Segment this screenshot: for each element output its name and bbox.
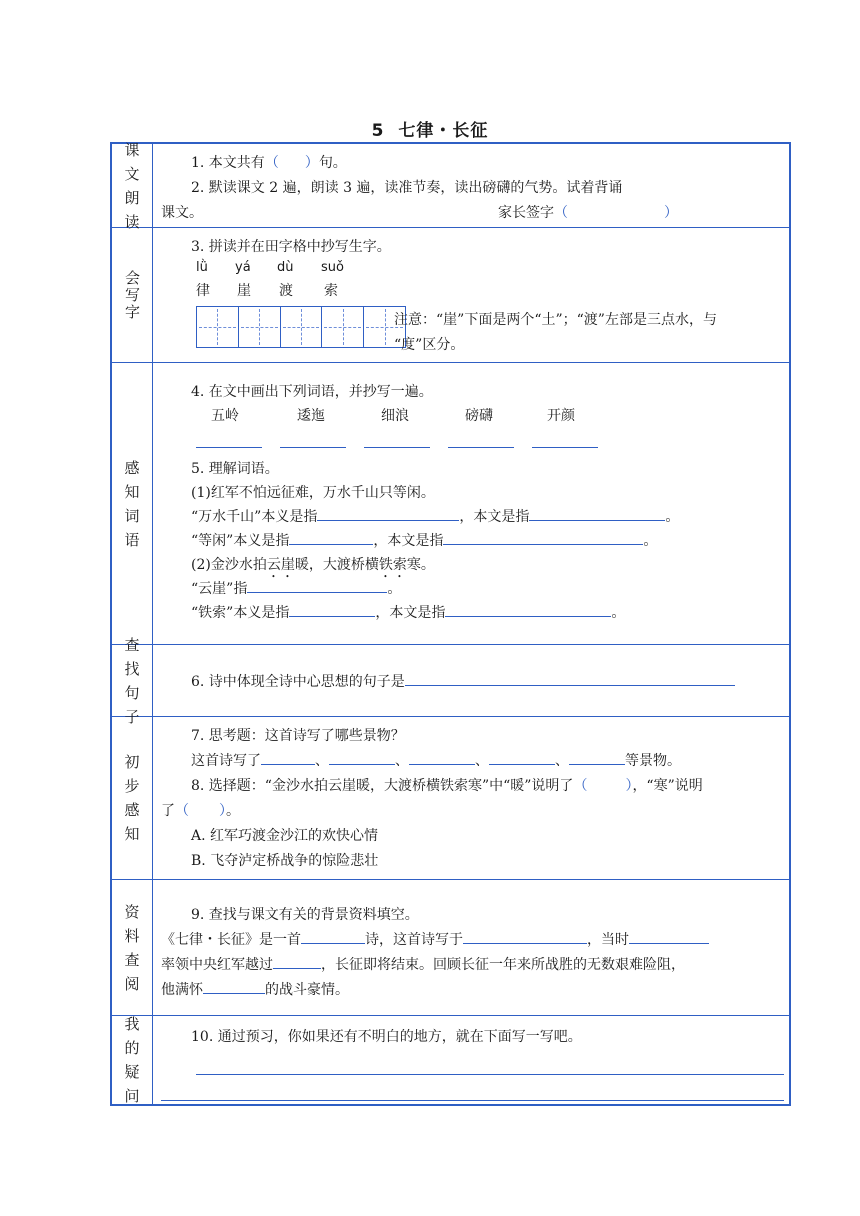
- answer-blank[interactable]: [273, 954, 321, 969]
- section-label-reading: 课文朗读: [112, 144, 153, 227]
- note-line1: 注意：“崖”下面是两个“土”；“渡”左部是三点水，与: [394, 312, 717, 328]
- pinyin-2: yá: [235, 260, 251, 275]
- lesson-number: 5: [371, 121, 385, 141]
- question-line-1[interactable]: [196, 1074, 784, 1075]
- section-reading: [112, 140, 789, 231]
- word-3: 细浪: [381, 408, 409, 424]
- section-writing: [112, 228, 789, 363]
- pinyin-4: suǒ: [321, 260, 344, 275]
- q8-line1: 8. 选择题：“金沙水拍云崖暖，大渡桥横铁索寒”中“暖”说明了（ ），“寒”说明: [191, 778, 703, 794]
- q9: 9. 查找与课文有关的背景资料填空。: [191, 907, 419, 923]
- word-4: 磅礴: [465, 408, 493, 424]
- note-line2: “度”区分。: [394, 337, 465, 353]
- q10: 10. 通过预习，你如果还有不明白的地方，就在下面写一写吧。: [191, 1029, 582, 1045]
- pinyin-1: lǜ: [196, 260, 208, 275]
- answer-blank[interactable]: [301, 929, 365, 944]
- q5-sentence-2: (2)金沙水拍云崖暖，大渡桥横铁索寒。: [191, 557, 435, 573]
- q8-line2: 了（ ）。: [161, 803, 240, 819]
- question-line-2[interactable]: [161, 1100, 784, 1101]
- section-questions: [112, 1016, 789, 1104]
- answer-blank[interactable]: [405, 671, 735, 686]
- answer-blank[interactable]: [289, 530, 373, 545]
- word-5: 开颜: [547, 408, 575, 424]
- q9-line1: 《七律・长征》是一首 诗，这首诗写于 ，当时: [161, 929, 709, 949]
- answer-blank[interactable]: [203, 979, 265, 994]
- q1: 1. 本文共有（ ）句。: [191, 155, 347, 171]
- q8-option-a: A. 红军巧渡金沙江的欢快心情: [191, 828, 379, 844]
- pinyin-3: dù: [277, 260, 294, 275]
- tianzige-cell[interactable]: [197, 307, 239, 347]
- copy-line-4[interactable]: [448, 447, 514, 448]
- answer-blank[interactable]: [529, 506, 665, 521]
- answer-blank[interactable]: [489, 750, 555, 765]
- q1-answer-close: ）: [304, 155, 319, 171]
- section-label-perception: 初步感知: [112, 717, 153, 879]
- parent-signature: 家长签字（ ）: [498, 205, 678, 221]
- q9-line3: 他满怀 的战斗豪情。: [161, 979, 349, 999]
- answer-blank[interactable]: [247, 578, 387, 593]
- answer-blank[interactable]: [445, 602, 611, 617]
- q5-sentence-1: (1)红军不怕远征难，万水千山只等闲。: [191, 485, 435, 501]
- q1-answer-open: （: [264, 155, 279, 171]
- hanzi-2: 崖: [237, 283, 251, 299]
- q4: 4. 在文中画出下列词语，并抄写一遍。: [191, 384, 433, 400]
- q2-line1: 2. 默读课文 2 遍，朗读 3 遍，读准节奏，读出磅礴的气势。试着背诵: [191, 180, 623, 196]
- copy-line-2[interactable]: [280, 447, 346, 448]
- hanzi-4: 索: [324, 283, 338, 299]
- answer-blank[interactable]: [443, 530, 643, 545]
- copy-line-3[interactable]: [364, 447, 430, 448]
- word-1: 五岭: [211, 408, 239, 424]
- tianzige-cell[interactable]: [322, 307, 364, 347]
- answer-blank[interactable]: [329, 750, 395, 765]
- tianzige-grid: [196, 306, 406, 348]
- answer-blank[interactable]: [569, 750, 625, 765]
- section-label-research: 资料查阅: [112, 880, 153, 1015]
- section-research: [112, 880, 789, 1016]
- answer-blank[interactable]: [261, 750, 315, 765]
- q6: 6. 诗中体现全诗中心思想的句子是: [191, 671, 735, 691]
- hanzi-3: 渡: [279, 283, 293, 299]
- section-perception: [112, 717, 789, 880]
- section-label-questions: 我的疑问: [112, 1016, 153, 1104]
- section-label-sentence: 查找句子: [112, 645, 153, 716]
- copy-line-5[interactable]: [532, 447, 598, 448]
- section-label-writing: 会写字: [112, 228, 153, 362]
- lesson-title: 七律・长征: [398, 121, 489, 141]
- q7-answer: 这首诗写了 、 、 、 、 等景物。: [191, 750, 681, 770]
- section-sentence: [112, 635, 789, 726]
- answer-blank[interactable]: [317, 506, 459, 521]
- section-words: [112, 363, 789, 645]
- q5: 5. 理解词语。: [191, 461, 279, 477]
- q8-option-b: B. 飞夺泸定桥战争的惊险悲壮: [191, 853, 379, 869]
- word-2: 逶迤: [297, 408, 325, 424]
- answer-blank[interactable]: [463, 929, 587, 944]
- q9-line2: 率领中央红军越过 ，长征即将结束。回顾长征一年来所战胜的无数艰难险阻，: [161, 954, 685, 974]
- q2-line2: 课文。: [161, 205, 203, 221]
- q5-line-1: “万水千山”本义是指 ，本文是指 。: [191, 506, 679, 526]
- q5-line-2: “等闲”本义是指 ，本文是指 。: [191, 530, 657, 550]
- copy-line-1[interactable]: [196, 447, 262, 448]
- tianzige-cell[interactable]: [281, 307, 323, 347]
- q3: 3. 拼读并在田字格中抄写生字。: [191, 239, 391, 255]
- section-label-words: 感知词语: [112, 363, 153, 644]
- tianzige-cell[interactable]: [239, 307, 281, 347]
- q7: 7. 思考题：这首诗写了哪些景物？: [191, 728, 405, 744]
- answer-blank[interactable]: [629, 929, 709, 944]
- q5-line-4: “铁索”本义是指 ，本文是指 。: [191, 602, 625, 622]
- worksheet-table: [110, 142, 791, 1106]
- answer-blank[interactable]: [409, 750, 475, 765]
- q5-line-3: “云崖”指 。: [191, 578, 401, 598]
- answer-blank[interactable]: [289, 602, 375, 617]
- hanzi-1: 律: [196, 283, 210, 299]
